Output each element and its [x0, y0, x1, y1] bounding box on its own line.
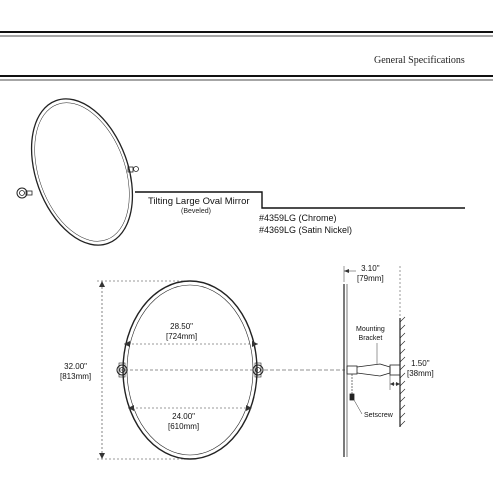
- height-metric: [813mm]: [60, 372, 92, 381]
- top-width-dimension: [166, 322, 197, 342]
- bottom-width-dimension: [168, 412, 199, 432]
- wall-hatch: [400, 317, 405, 427]
- depth-metric: [79mm]: [357, 274, 384, 283]
- bottom-width-imperial: 24.00": [172, 412, 195, 421]
- height-dimension: [60, 362, 91, 382]
- mounting-bracket-callout: [356, 325, 385, 343]
- mirror-front-view: [117, 281, 345, 459]
- sku-chrome: #4359LG (Chrome): [259, 213, 337, 223]
- bracket-offset-imperial: 1.50": [411, 359, 430, 368]
- height-imperial: 32.00": [64, 362, 87, 371]
- setscrew-callout: [364, 411, 393, 420]
- mounting-bracket-line-1: Mounting: [356, 326, 385, 333]
- mirror-side-view: [344, 284, 400, 457]
- mirror-thumbnail: [13, 85, 151, 259]
- mounting-bracket-line-2: Bracket: [358, 335, 383, 342]
- setscrew-label: Setscrew: [364, 412, 393, 419]
- page-title: General Specifications: [374, 55, 465, 66]
- product-subtitle: (Beveled): [181, 208, 211, 215]
- top-width-imperial: 28.50": [170, 322, 193, 331]
- bracket-offset-metric: [38mm]: [407, 369, 434, 378]
- bracket-offset-dimension: [407, 359, 434, 379]
- bottom-width-metric: [610mm]: [168, 422, 200, 431]
- product-name: Tilting Large Oval Mirror: [148, 196, 250, 207]
- top-width-metric: [724mm]: [166, 332, 198, 341]
- depth-dimension: [357, 264, 384, 284]
- depth-imperial: 3.10": [361, 264, 380, 273]
- sku-satin-nickel: #4369LG (Satin Nickel): [259, 225, 353, 235]
